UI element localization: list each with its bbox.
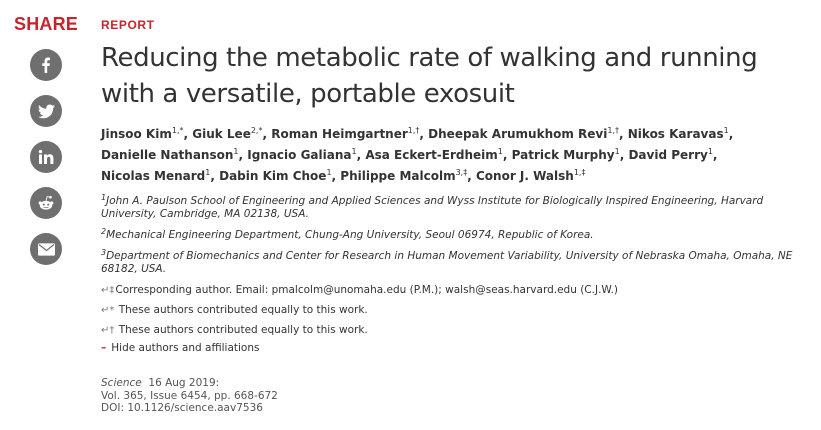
article-header [101,14,801,415]
twitter-icon [38,104,55,119]
author-name[interactable] [340,169,467,183]
affiliation-text: Department of Biomechanics and Center for Research in Human Movement Variability, University of Nebraska Omaha, Omaha, NE 68182, USA. [101,250,793,275]
author-affiliation-marker: 1 [351,147,357,156]
author-label: Ignacio Galiana [247,148,352,162]
affiliation-number: 2 [101,227,107,236]
email-link-malcolm[interactable]: pmalcolm@unomaha.edu [271,284,407,296]
publication-date: 16 Aug 2019: [148,377,220,389]
author-label: Nicolas Menard [101,169,206,183]
author-label: David Perry [628,148,708,162]
author-affiliation-marker: 1,† [407,126,420,135]
affiliation-number: 1 [101,193,107,202]
share-twitter-button[interactable] [30,95,62,127]
corresponding-author-note [101,284,801,297]
publication-line [101,377,801,390]
note-mark: ↵† [101,325,115,336]
volume-issue: Vol. 365, Issue 6454, pp. 668-672 [101,389,278,402]
author-name[interactable] [101,148,238,162]
equal-contribution-note-1 [101,304,801,317]
author-affiliation-marker: 1,† [607,126,619,135]
affiliations [101,195,801,276]
author-name[interactable] [428,127,619,141]
affiliation-text: Mechanical Engineering Department, Chung-Ang University, Seoul 06974, Republic of Korea. [106,229,594,241]
author-name[interactable] [628,127,729,141]
author-name[interactable] [101,127,184,141]
minus-icon: – [101,342,107,354]
author-label: Patrick Murphy [511,148,615,162]
affiliation-text: John A. Paulson School of Engineering and Applied Sciences and Wyss Institute for Biologically Inspired Engineering, Harvard University, Cambridge, MA 02138, USA. [101,195,764,220]
email-icon [38,243,55,256]
author-affiliation-marker: 1 [723,126,729,135]
author-name[interactable] [192,127,262,141]
hide-authors-toggle[interactable] [101,342,801,355]
affiliation-number: 3 [101,248,107,257]
author-label: Jinsoo Kim [101,127,172,141]
publication-info [101,377,801,415]
journal-name: Science [101,377,142,389]
hide-authors-label: Hide authors and affiliations [111,342,260,354]
author-label: Nikos Karavas [627,127,724,141]
author-name[interactable] [365,148,503,162]
author-affiliation-marker: 3,‡ [455,168,468,177]
author-affiliation-marker: 1 [497,147,503,156]
reddit-icon [37,195,55,211]
author-name[interactable] [247,148,356,162]
author-label: Philippe Malcolm [340,169,456,183]
author-label: Danielle Nathanson [101,148,234,162]
author-name[interactable] [628,148,712,162]
author-label: Dabin Kim Choe [219,169,327,183]
author-name[interactable] [476,169,585,183]
author-affiliation-marker: 1 [233,147,239,156]
author-label: Conor J. Walsh [475,169,574,183]
author-name[interactable] [219,169,331,183]
author-name[interactable] [512,148,620,162]
corresponding-suffix: (C.J.W.) [576,284,619,296]
author-affiliation-marker: 1 [614,147,620,156]
share-sidebar [0,14,92,279]
author-label: Roman Heimgartner [271,127,408,141]
article-title: Reducing the metabolic rate of walking and running with a versatile, portable exosuit [101,43,758,109]
author-list: Jinsoo Kim$^{1,*}$, Giuk Lee$^{2,*}$, Roman Heimgartner$^{1,\dagger}$, Dheepak Arumukhom Revi$^{1,\dagger}$, Nikos Karavas$^1$, Danielle Nathanson$^1$, Ignacio Galiana$^1$, Asa Eckert-Erdheim$^1$, Patrick Murphy$^1$, David Perry$^1$, Nicolas Menard$^1$, Dabin Kim Choe$^1$, Philippe Malcolm$^{3,\ddagger}$, Conor J. Walsh$^{1,\ddagger}$ [101,126,734,183]
equal-contribution-note-2 [101,324,801,337]
author-label: Dheepak Arumukhom Revi [428,127,608,141]
share-label: SHARE [13,14,78,34]
author-name[interactable] [101,169,210,183]
share-facebook-button[interactable] [30,49,62,81]
corresponding-mark: ↵‡ [101,285,115,296]
corresponding-prefix: Corresponding author. Email: [115,284,272,296]
author-label: Asa Eckert-Erdheim [365,148,498,162]
corresponding-middle: (P.M.); [406,284,446,296]
author-affiliation-marker: 2,* [250,126,263,135]
email-link-walsh[interactable]: walsh@seas.harvard.edu [445,284,577,296]
author-affiliation-marker: 1 [707,147,713,156]
doi: DOI: 10.1126/science.aav7536 [101,402,263,414]
note-text: These authors contributed equally to this work. [115,324,368,336]
note-mark: ↵* [101,305,115,316]
author-affiliation-marker: 1,* [171,126,184,135]
affiliation-item [101,250,801,276]
facebook-icon [38,57,54,73]
author-name[interactable] [271,127,419,141]
linkedin-icon [38,149,54,165]
author-affiliation-marker: 1 [326,168,332,177]
author-affiliation-marker: 1 [205,168,211,177]
author-label: Giuk Lee [192,127,251,141]
share-email-button[interactable] [30,233,62,265]
author-affiliation-marker: 1,‡ [573,168,586,177]
note-text: These authors contributed equally to this work. [115,304,368,316]
share-reddit-button[interactable] [30,187,62,219]
article-type-label: REPORT [101,18,155,32]
affiliation-item [101,195,801,221]
share-linkedin-button[interactable] [30,141,62,173]
affiliation-item [101,229,801,242]
